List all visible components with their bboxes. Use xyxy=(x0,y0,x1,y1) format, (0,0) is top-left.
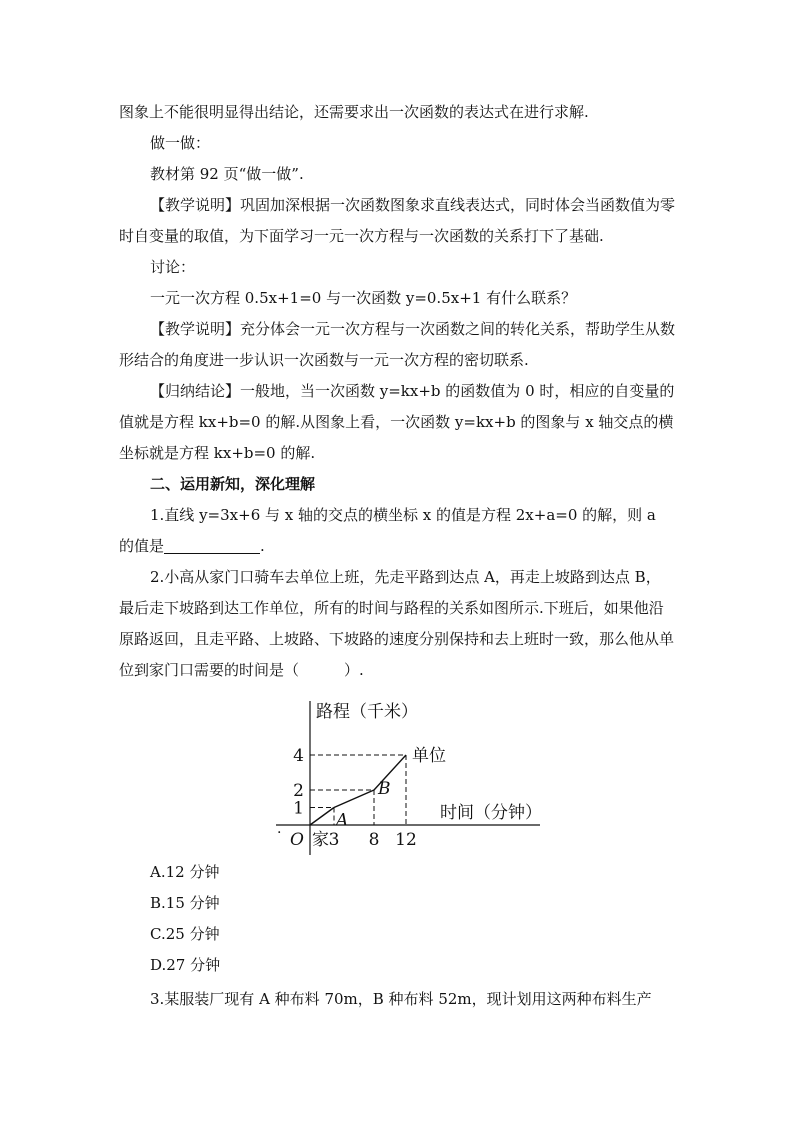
end-point-label: 单位 xyxy=(412,746,446,766)
point-label: B xyxy=(378,779,391,799)
y-tick-label: 1 xyxy=(293,798,304,819)
option-d: D.27 分钟 xyxy=(150,956,221,974)
option-b: B.15 分钟 xyxy=(150,894,220,912)
option-a: A.12 分钟 xyxy=(150,863,220,881)
y-tick-label: 2 xyxy=(293,781,304,801)
path-segment xyxy=(334,790,374,808)
point-label: A xyxy=(336,810,349,831)
option-c: C.25 分钟 xyxy=(150,925,220,943)
home-label: 家 xyxy=(312,830,329,850)
answer-blank xyxy=(164,537,260,554)
paragraph-teaching-note-2: 【教学说明】充分体会一元一次方程与一次函数之间的转化关系，帮助学生从数形结合的角度进一步认识一次函数与一元一次方程的密切联系. xyxy=(119,320,676,369)
x-tick-label: 3 xyxy=(328,830,340,850)
question-1-end: . xyxy=(260,537,265,555)
paragraph-conclusion: 【归纳结论】一般地，当一次函数 y=kx+b 的函数值为 0 时，相应的自变量的值就是方程 kx+b=0 的解.从图象上看，一次函数 y=kx+b 的图象与 x 轴交点的横坐标就是方程 kx+b=0 的解. xyxy=(119,382,675,462)
y-tick-label: 4 xyxy=(293,746,304,766)
section-heading: 二、运用新知，深化理解 xyxy=(150,475,316,493)
paragraph-do: 做一做： xyxy=(150,134,211,152)
question-1-text: 1.直线 y=3x+6 与 x 轴的交点的横坐标 x 的值是方程 2x+a=0 的解，则 a 的值是 xyxy=(119,506,656,555)
paragraph-discuss: 讨论： xyxy=(150,258,196,276)
chart-stray-dot: . xyxy=(277,821,282,837)
distance-time-chart xyxy=(272,697,572,857)
question-2: 2.小高从家门口骑车去单位上班，先走平路到达点 A，再走上坡路到达点 B，最后走下坡路到达工作单位，所有的时间与路程的关系如图所示.下班后，如果他沿原路返回，且走平路、上坡路、下坡路的速度分别保持和去上班时一致，那么他从单位到家门口需要的时间是（ ）. xyxy=(119,568,675,679)
paragraph-textbook: 教材第 92 页“做一做”. xyxy=(150,165,304,183)
paragraph-teaching-note-1: 【教学说明】巩固加深根据一次函数图象求直线表达式，同时体会当函数值为零时自变量的取值，为下面学习一元一次方程与一次函数的关系打下了基础. xyxy=(119,196,676,245)
paragraph-1: 图象上不能很明显得出结论，还需要求出一次函数的表达式在进行求解. xyxy=(119,103,589,121)
paragraph-question: 一元一次方程 0.5x+1=0 与一次函数 y=0.5x+1 有什么联系？ xyxy=(150,289,577,307)
origin-label: O xyxy=(290,830,304,850)
x-tick-label: 12 xyxy=(395,830,417,850)
y-axis-label: 路程（千米） xyxy=(316,702,418,722)
path-segment xyxy=(310,808,334,826)
question-3: 3.某服装厂现有 A 种布料 70m，B 种布料 52m，现计划用这两种布料生产 xyxy=(150,990,652,1008)
question-1 xyxy=(119,500,675,562)
x-tick-label: 8 xyxy=(368,830,380,850)
x-axis-label: 时间（分钟） xyxy=(440,803,542,823)
